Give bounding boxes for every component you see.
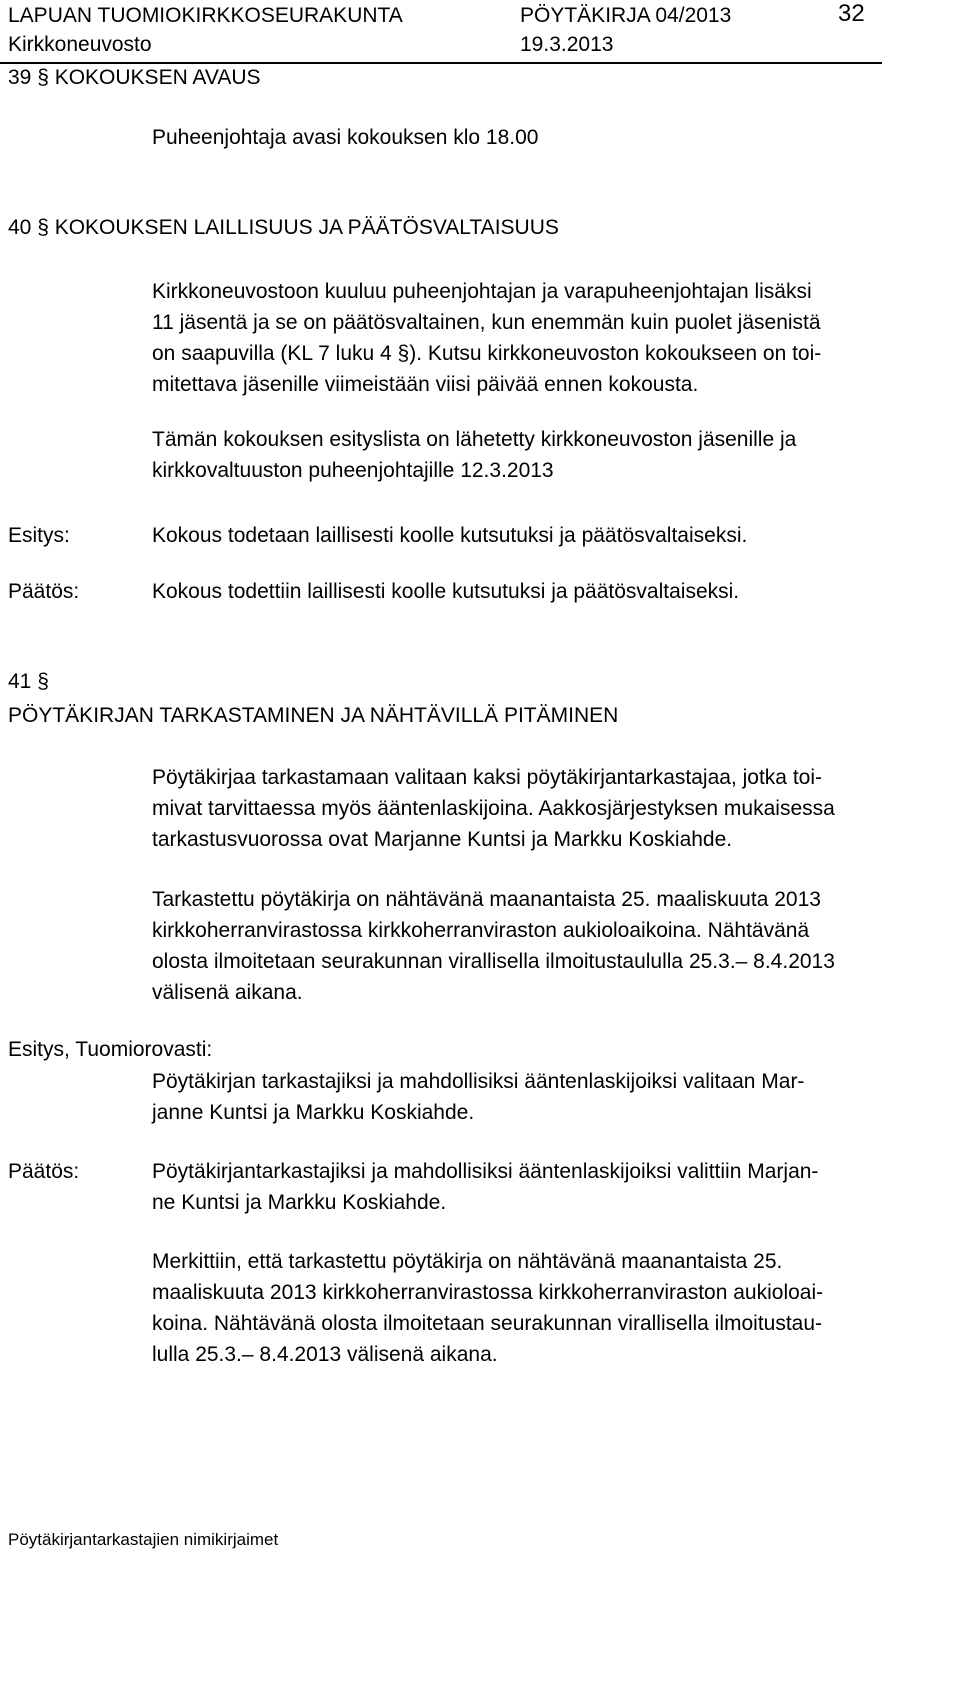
paragraph-line: Merkittiin, että tarkastettu pöytäkirja on nähtävänä maanantaista 25.	[152, 1250, 783, 1273]
section-40-title: 40 § KOKOUKSEN LAILLISUUS JA PÄÄTÖSVALTAISUUS	[8, 216, 559, 239]
paragraph-line: Tarkastettu pöytäkirja on nähtävänä maanantaista 25. maaliskuuta 2013	[152, 888, 821, 911]
section-41-paatos-text	[152, 1156, 818, 1218]
paragraph-line: on saapuvilla (KL 7 luku 4 §). Kutsu kirkkoneuvoston kokoukseen on toi-	[152, 342, 822, 365]
section-39-title: 39 § KOKOUKSEN AVAUS	[8, 66, 261, 89]
document-type: PÖYTÄKIRJA 04/2013	[520, 4, 732, 27]
paragraph-line: kirkkovaltuuston puheenjohtajille 12.3.2013	[152, 459, 554, 482]
header-rule	[0, 62, 882, 64]
section-40-esitys-text: Kokous todetaan laillisesti koolle kutsutuksi ja päätösvaltaiseksi.	[152, 524, 748, 547]
section-41-title: PÖYTÄKIRJAN TARKASTAMINEN JA NÄHTÄVILLÄ PITÄMINEN	[8, 704, 619, 727]
paragraph-line: 11 jäsentä ja se on päätösvaltainen, kun enemmän kuin puolet jäsenistä	[152, 311, 821, 334]
paragraph-line: koina. Nähtävänä olosta ilmoitetaan seurakunnan virallisella ilmoitustau-	[152, 1312, 823, 1335]
section-39-text: Puheenjohtaja avasi kokouksen klo 18.00	[152, 126, 539, 149]
paragraph-line: kirkkoherranvirastossa kirkkoherranviraston aukioloaikoina. Nähtävänä	[152, 919, 810, 942]
organization-name: LAPUAN TUOMIOKIRKKOSEURAKUNTA	[8, 4, 403, 27]
paragraph-line: Pöytäkirjaa tarkastamaan valitaan kaksi pöytäkirjantarkastajaa, jotka toi-	[152, 766, 822, 789]
section-40-paatos-text: Kokous todettiin laillisesti koolle kutsutuksi ja päätösvaltaiseksi.	[152, 580, 740, 603]
section-41-paatos-label: Päätös:	[8, 1160, 80, 1183]
section-40-paragraph-2	[152, 424, 796, 486]
section-40-paatos-label: Päätös:	[8, 580, 80, 603]
paragraph-line: Tämän kokouksen esityslista on lähetetty kirkkoneuvoston jäsenille ja	[152, 428, 797, 451]
paragraph-line: välisenä aikana.	[152, 981, 303, 1004]
paragraph-line: ne Kuntsi ja Markku Koskiahde.	[152, 1191, 447, 1214]
section-41-esitys-label: Esitys, Tuomiorovasti:	[8, 1038, 213, 1061]
body-name: Kirkkoneuvosto	[8, 33, 152, 56]
meeting-date: 19.3.2013	[520, 33, 614, 56]
signature-label: Pöytäkirjantarkastajien nimikirjaimet	[8, 1530, 279, 1549]
section-41-number: 41 §	[8, 670, 49, 693]
section-41-paragraph-2	[152, 884, 835, 1008]
paragraph-line: maaliskuuta 2013 kirkkoherranvirastossa kirkkoherranviraston aukioloai-	[152, 1281, 824, 1304]
section-41-esitys-text	[152, 1066, 804, 1128]
paragraph-line: Kirkkoneuvostoon kuuluu puheenjohtajan ja varapuheenjohtajan lisäksi	[152, 280, 812, 303]
paragraph-line: lulla 25.3.– 8.4.2013 välisenä aikana.	[152, 1343, 498, 1366]
paragraph-line: Pöytäkirjantarkastajiksi ja mahdollisiksi ääntenlaskijoiksi valittiin Marjan-	[152, 1160, 819, 1183]
section-41-paragraph-1	[152, 762, 835, 855]
paragraph-line: tarkastusvuorossa ovat Marjanne Kuntsi ja Markku Koskiahde.	[152, 828, 733, 851]
section-40-esitys-label: Esitys:	[8, 524, 70, 547]
paragraph-line: olosta ilmoitetaan seurakunnan virallisella ilmoitustaululla 25.3.– 8.4.2013	[152, 950, 835, 973]
section-41-paragraph-3	[152, 1246, 823, 1370]
paragraph-line: janne Kuntsi ja Markku Koskiahde.	[152, 1101, 475, 1124]
section-40-paragraph-1	[152, 276, 821, 400]
paragraph-line: Pöytäkirjan tarkastajiksi ja mahdollisiksi ääntenlaskijoiksi valitaan Mar-	[152, 1070, 805, 1093]
page-number: 32	[838, 0, 865, 27]
paragraph-line: mivat tarvittaessa myös ääntenlaskijoina. Aakkosjärjestyksen mukaisessa	[152, 797, 835, 820]
paragraph-line: mitettava jäsenille viimeistään viisi päivää ennen kokousta.	[152, 373, 699, 396]
